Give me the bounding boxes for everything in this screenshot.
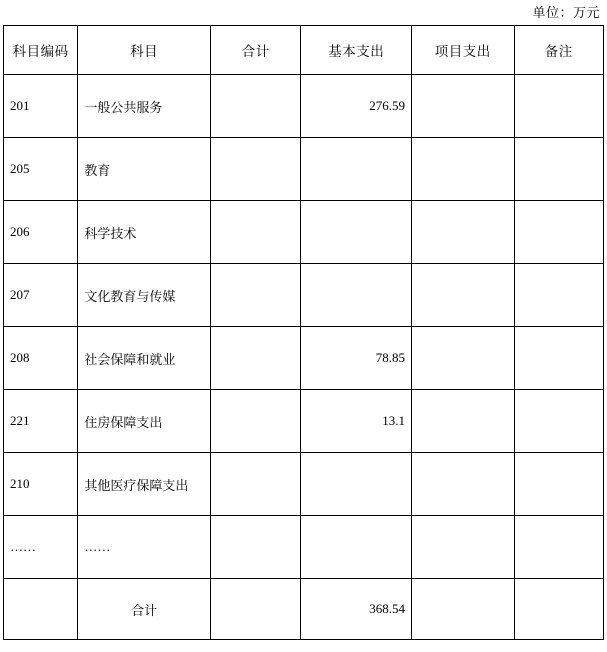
- cell-note: [514, 579, 604, 640]
- cell-basic: 13.1: [301, 390, 412, 453]
- cell-note: [514, 516, 604, 579]
- cell-project: [412, 264, 515, 327]
- cell-total: [211, 327, 301, 390]
- cell-note: [514, 453, 604, 516]
- cell-item: 一般公共服务: [78, 75, 211, 138]
- cell-project: [412, 579, 515, 640]
- table-row: [4, 138, 604, 201]
- cell-basic: [301, 138, 412, 201]
- cell-total: [211, 201, 301, 264]
- cell-total: [211, 264, 301, 327]
- table-header-row: [4, 26, 604, 75]
- column-header-total: 合计: [211, 26, 301, 75]
- cell-basic: [301, 453, 412, 516]
- cell-code: 221: [4, 390, 78, 453]
- cell-basic: 368.54: [301, 579, 412, 640]
- cell-basic: [301, 264, 412, 327]
- table-row: [4, 453, 604, 516]
- cell-code: [4, 579, 78, 640]
- cell-project: [412, 327, 515, 390]
- column-header-basic: 基本支出: [301, 26, 412, 75]
- cell-code: 205: [4, 138, 78, 201]
- cell-basic: 276.59: [301, 75, 412, 138]
- cell-total: [211, 138, 301, 201]
- cell-project: [412, 138, 515, 201]
- cell-basic: [301, 201, 412, 264]
- cell-project: [412, 75, 515, 138]
- table-row: [4, 264, 604, 327]
- cell-basic: [301, 516, 412, 579]
- cell-note: [514, 390, 604, 453]
- cell-code: 207: [4, 264, 78, 327]
- budget-table: [3, 25, 604, 640]
- cell-item: 合计: [78, 579, 211, 640]
- table-row: [4, 327, 604, 390]
- cell-project: [412, 453, 515, 516]
- column-header-item: 科目: [78, 26, 211, 75]
- cell-total: [211, 579, 301, 640]
- table-row: [4, 516, 604, 579]
- cell-note: [514, 75, 604, 138]
- cell-item: 文化教育与传媒: [78, 264, 211, 327]
- table-summary-row: [4, 579, 604, 640]
- cell-code: 206: [4, 201, 78, 264]
- cell-note: [514, 138, 604, 201]
- cell-item: 住房保障支出: [78, 390, 211, 453]
- cell-total: [211, 390, 301, 453]
- cell-note: [514, 264, 604, 327]
- table-row: [4, 201, 604, 264]
- cell-project: [412, 201, 515, 264]
- cell-project: [412, 390, 515, 453]
- cell-item: ……: [78, 516, 211, 579]
- cell-code: ……: [4, 516, 78, 579]
- table-row: [4, 390, 604, 453]
- cell-total: [211, 75, 301, 138]
- column-header-project: 项目支出: [412, 26, 515, 75]
- cell-note: [514, 201, 604, 264]
- cell-note: [514, 327, 604, 390]
- cell-total: [211, 453, 301, 516]
- cell-code: 208: [4, 327, 78, 390]
- cell-item: 社会保障和就业: [78, 327, 211, 390]
- cell-item: 科学技术: [78, 201, 211, 264]
- cell-item: 教育: [78, 138, 211, 201]
- column-header-code: 科目编码: [4, 26, 78, 75]
- cell-item: 其他医疗保障支出: [78, 453, 211, 516]
- unit-note: 单位：万元: [532, 5, 600, 20]
- table-row: [4, 75, 604, 138]
- column-header-note: 备注: [514, 26, 604, 75]
- cell-code: 210: [4, 453, 78, 516]
- cell-total: [211, 516, 301, 579]
- cell-code: 201: [4, 75, 78, 138]
- cell-basic: 78.85: [301, 327, 412, 390]
- cell-project: [412, 516, 515, 579]
